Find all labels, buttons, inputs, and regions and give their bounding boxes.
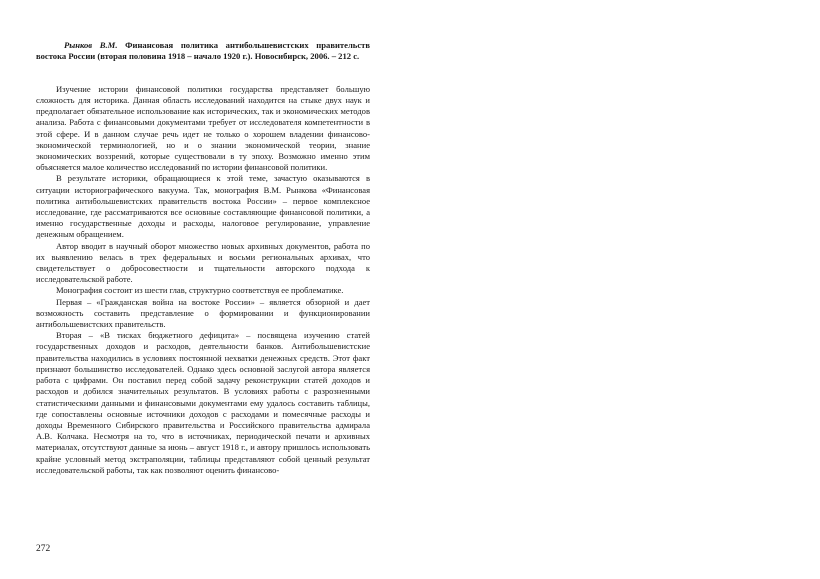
review-body: [36, 84, 370, 476]
paragraph-1: Изучение истории финансовой политики государства представляет большую сложность для историка. Данная область исследований находится на стыке двух наук и предполагает обязательное использование как исторических, так и экономических методов анализа. Работа с финансовыми документами требует от исследователя компетентности в этой сфере. И в данном случае речь идет не только о хорошем владении финансово-экономической терминологией, но и о знании экономической теории, знание экономических воззрений, которые существовали в ту эпоху. Возможно именно этим объясняется малое количество исследований по истории финансовой политики.: [36, 83, 370, 173]
paragraph-5: Первая – «Гражданская война на востоке России» – является обзорной и дает возможность составить представление о формировании и функционировании антибольшевистских правительств.: [36, 296, 370, 330]
review-title: [36, 40, 370, 63]
title-author: Рынков В.М.: [64, 40, 118, 50]
paragraph-2: В результате историки, обращающиеся к этой теме, зачастую оказываются в ситуации историографического вакуума. Так, монография В.М. Рынкова «Финансовая политика антибольшевистских правительств востока России» – первое комплексное исследование, где рассматриваются все основные составляющие финансовой политики, а именно государственные доходы и расходы, налоговое регулирование, управление денежным обращением.: [36, 173, 370, 240]
paragraph-6: Вторая – «В тисках бюджетного дефицита» – посвящена изучению статей государственных доходов и расходов, деятельности банков. Антибольшевистские правительства находились в условиях постоянной нехватки денежных средств. Этот факт признают большинство исследователей. Однако здесь основной заслугой автора является работа с цифрами. Он поставил перед собой задачу реконструкции статей доходов и расходов и добился значительных результатов. В условиях работы с разрозненными статистическими данными и финансовыми документами ему удалось составить таблицы, где сопоставлены основные источники доходов с расходами и помесячные расходы и доходы Временного Сибирского правительства и Российского правительства адмирала А.В. Колчака. Несмотря на то, что в источниках, периодической печати и архивных материалах, отсутствуют данные за июнь – август 1918 г., и автору пришлось использовать крайне условный метод экстраполяции, таблицы представляют собой ценный результат исследовательской работы, так как позволяют оценить финансово-: [36, 330, 370, 475]
paragraph-4: Монография состоит из шести глав, структурно соответствуя ее проблематике.: [56, 285, 344, 296]
paragraph-3: Автор вводит в научный оборот множество новых архивных документов, работа по их выявлению велась в трех федеральных и восьми региональных архивах, что свидетельствует о добросовестности и тщательности авторского подхода к исследовательской работе.: [36, 240, 370, 285]
title-text: Финансовая политика антибольшевистских правительств востока России (вторая половина 1918 – начало 1920 г.). Новосибирск, 2006. – 212 с.: [36, 40, 371, 62]
text-column: [36, 40, 370, 476]
page-number: 272: [36, 544, 51, 554]
